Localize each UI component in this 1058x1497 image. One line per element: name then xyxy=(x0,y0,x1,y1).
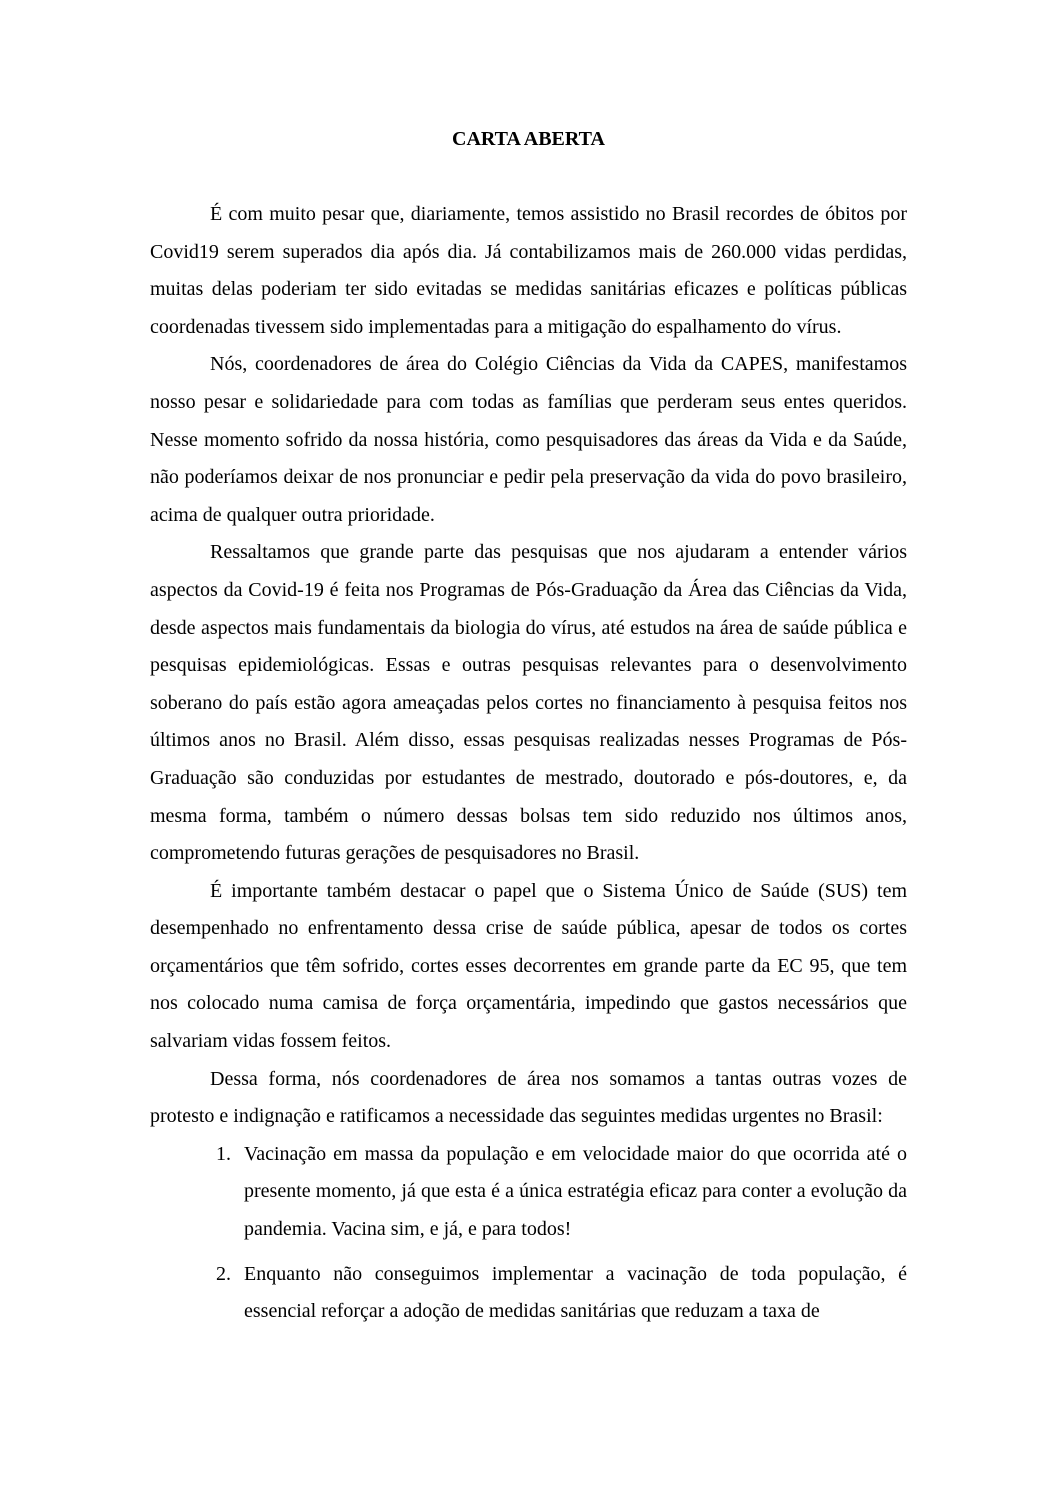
paragraph-research: Ressaltamos que grande parte das pesquisas que nos ajudaram a entender vários aspectos da Covid-19 é feita nos Programas de Pós-Graduação da Área das Ciências da Vida, desde aspectos mais fundamentais da biologia do vírus, até estudos na área de saúde pública e pesquisas epidemiológicas. Essas e outras pesquisas relevantes para o desenvolvimento soberano do país estão agora ameaçadas pelos cortes no financiamento à pesquisa feitos nos últimos anos no Brasil. Além disso, essas pesquisas realizadas nesses Programas de Pós-Graduação são conduzidas por estudantes de mestrado, doutorado e pós-doutores, e, da mesma forma, também o número dessas bolsas tem sido reduzido nos últimos anos, comprometendo futuras gerações de pesquisadores no Brasil. xyxy=(150,541,907,865)
list-item-text: Vacinação em massa da população e em velocidade maior do que ocorrida até o presente momento, já que esta é a única estratégia eficaz para conter a evolução da pandemia. Vacina sim, e já, e para todos! xyxy=(244,1142,907,1241)
paragraph-measures: Dessa forma, nós coordenadores de área nos somamos a tantas outras vozes de protesto e indignação e ratificamos a necessidade das seguintes medidas urgentes no Brasil: xyxy=(150,1067,907,1128)
paragraph-intro: É com muito pesar que, diariamente, temos assistido no Brasil recordes de óbitos por Covid19 serem superados dia após dia. Já contabilizamos mais de 260.000 vidas perdidas, muitas delas poderiam ter sido evitadas se medidas sanitárias eficazes e políticas públicas coordenadas tivessem sido implementadas para a mitigação do espalhamento do vírus. xyxy=(150,203,907,338)
list-item-number: 1. xyxy=(216,1142,231,1165)
page-title: CARTA ABERTA xyxy=(452,128,605,150)
paragraph-sus: É importante também destacar o papel que o Sistema Único de Saúde (SUS) tem desempenhado no enfrentamento dessa crise de saúde pública, apesar de todos os cortes orçamentários que têm sofrido, cortes esses decorrentes em grande parte da EC 95, que tem nos colocado numa camisa de força orçamentária, impedindo que gastos necessários que salvariam vidas fossem feitos. xyxy=(150,879,907,1053)
list-item-text: Enquanto não conseguimos implementar a vacinação de toda população, é essencial reforçar a adoção de medidas sanitárias que reduzam a taxa de xyxy=(244,1262,907,1323)
measures-list xyxy=(150,1136,907,1331)
paragraph-coordinators: Nós, coordenadores de área do Colégio Ciências da Vida da CAPES, manifestamos nosso pesar e solidariedade para com todas as famílias que perderam seus entes queridos. Nesse momento sofrido da nossa história, como pesquisadores das áreas da Vida e da Saúde, não poderíamos deixar de nos pronunciar e pedir pela preservação da vida do povo brasileiro, acima de qualquer outra prioridade. xyxy=(150,353,907,526)
list-item xyxy=(150,1256,907,1331)
letter-body xyxy=(150,196,907,1331)
list-item xyxy=(150,1136,907,1249)
list-item-number: 2. xyxy=(216,1262,231,1285)
